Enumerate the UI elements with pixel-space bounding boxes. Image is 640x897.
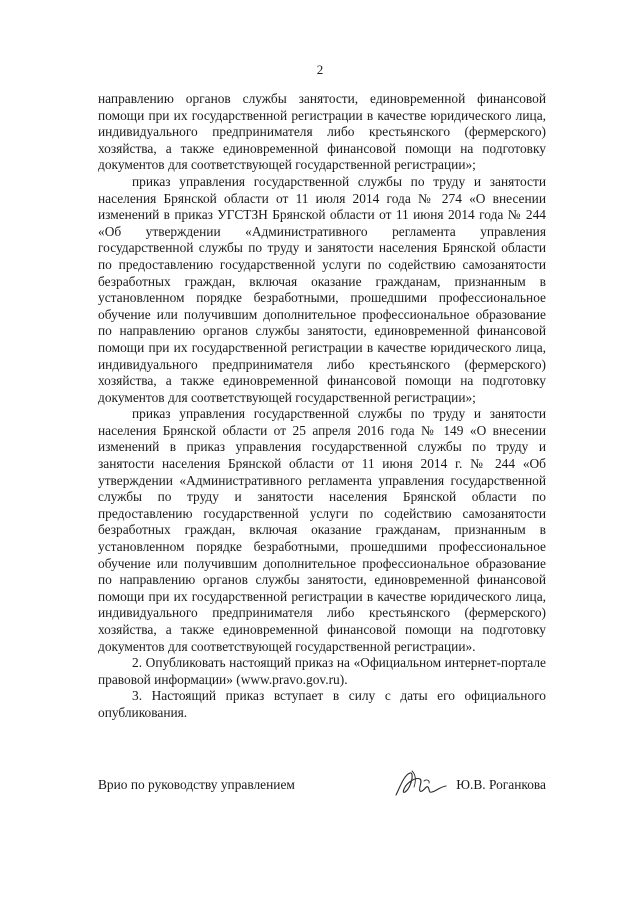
handwritten-signature-icon (390, 767, 450, 801)
paragraph-order-274: приказ управления государственной службы по труду и занятости населения Брянской области от 11 июля 2014 года № 274 «О внесении изменений в приказ УГСТЗН Брянской области от 11 июня 2014 года № 244 «Об утверждении «Административного регламента управления государственной службы по труду и занятости населения Брянской области по предоставлению государственной услуги по содействию самозанятости безработных граждан, включая оказание гражданам, признанным в установленном порядке безработными, прошедшими профессиональное обучение или получившим дополнительное профессиональное образование по направлению органов службы занятости, единовременной финансовой помощи при их государственной регистрации в качестве юридического лица, индивидуального предпринимателя либо крестьянского (фермерского) хозяйства, а также единовременной финансовой помощи на подготовку документов для соответствующей государственной регистрации»; (98, 173, 546, 405)
paragraph-continuation: направлению органов службы занятости, единовременной финансовой помощи при их государственной регистрации в качестве юридического лица, индивидуального предпринимателя либо крестьянского (фермерского) хозяйства, а также единовременной финансовой помощи на подготовку документов для соответствующей государственной регистрации»; (98, 91, 546, 173)
signatory-name: Ю.В. Роганкова (456, 777, 546, 792)
paragraph-order-149: приказ управления государственной службы по труду и занятости населения Брянской области от 25 апреля 2016 года № 149 «О внесении изменений в приказ управления государственной службы по труду и занятости населения Брянской области от 11 июня 2014 г. № 244 «Об утверждении «Административного регламента управления государственной службы по труду и занятости населения Брянской области по предоставлению государственной услуги по содействию самозанятости безработных граждан, включая оказание гражданам, признанным в установленном порядке безработными, прошедшими профессиональное обучение или получившим дополнительное профессиональное образование по направлению органов службы занятости, единовременной финансовой помощи при их государственной регистрации в качестве юридического лица, индивидуального предпринимателя либо крестьянского (фермерского) хозяйства, а также единовременной финансовой помощи на подготовку документов для соответствующей государственной регистрации». (98, 406, 546, 654)
paragraph-item-3: 3. Настоящий приказ вступает в силу с даты его официального опубликования. (98, 688, 546, 720)
signatory-role: Врио по руководству управлением (98, 777, 295, 792)
signature-block (98, 767, 546, 803)
page-number: 2 (316, 62, 324, 77)
paragraph-item-2: 2. Опубликовать настоящий приказ на «Официальном интернет-портале правовой информации» (www.pravo.gov.ru). (98, 655, 546, 687)
document-body (98, 91, 546, 722)
